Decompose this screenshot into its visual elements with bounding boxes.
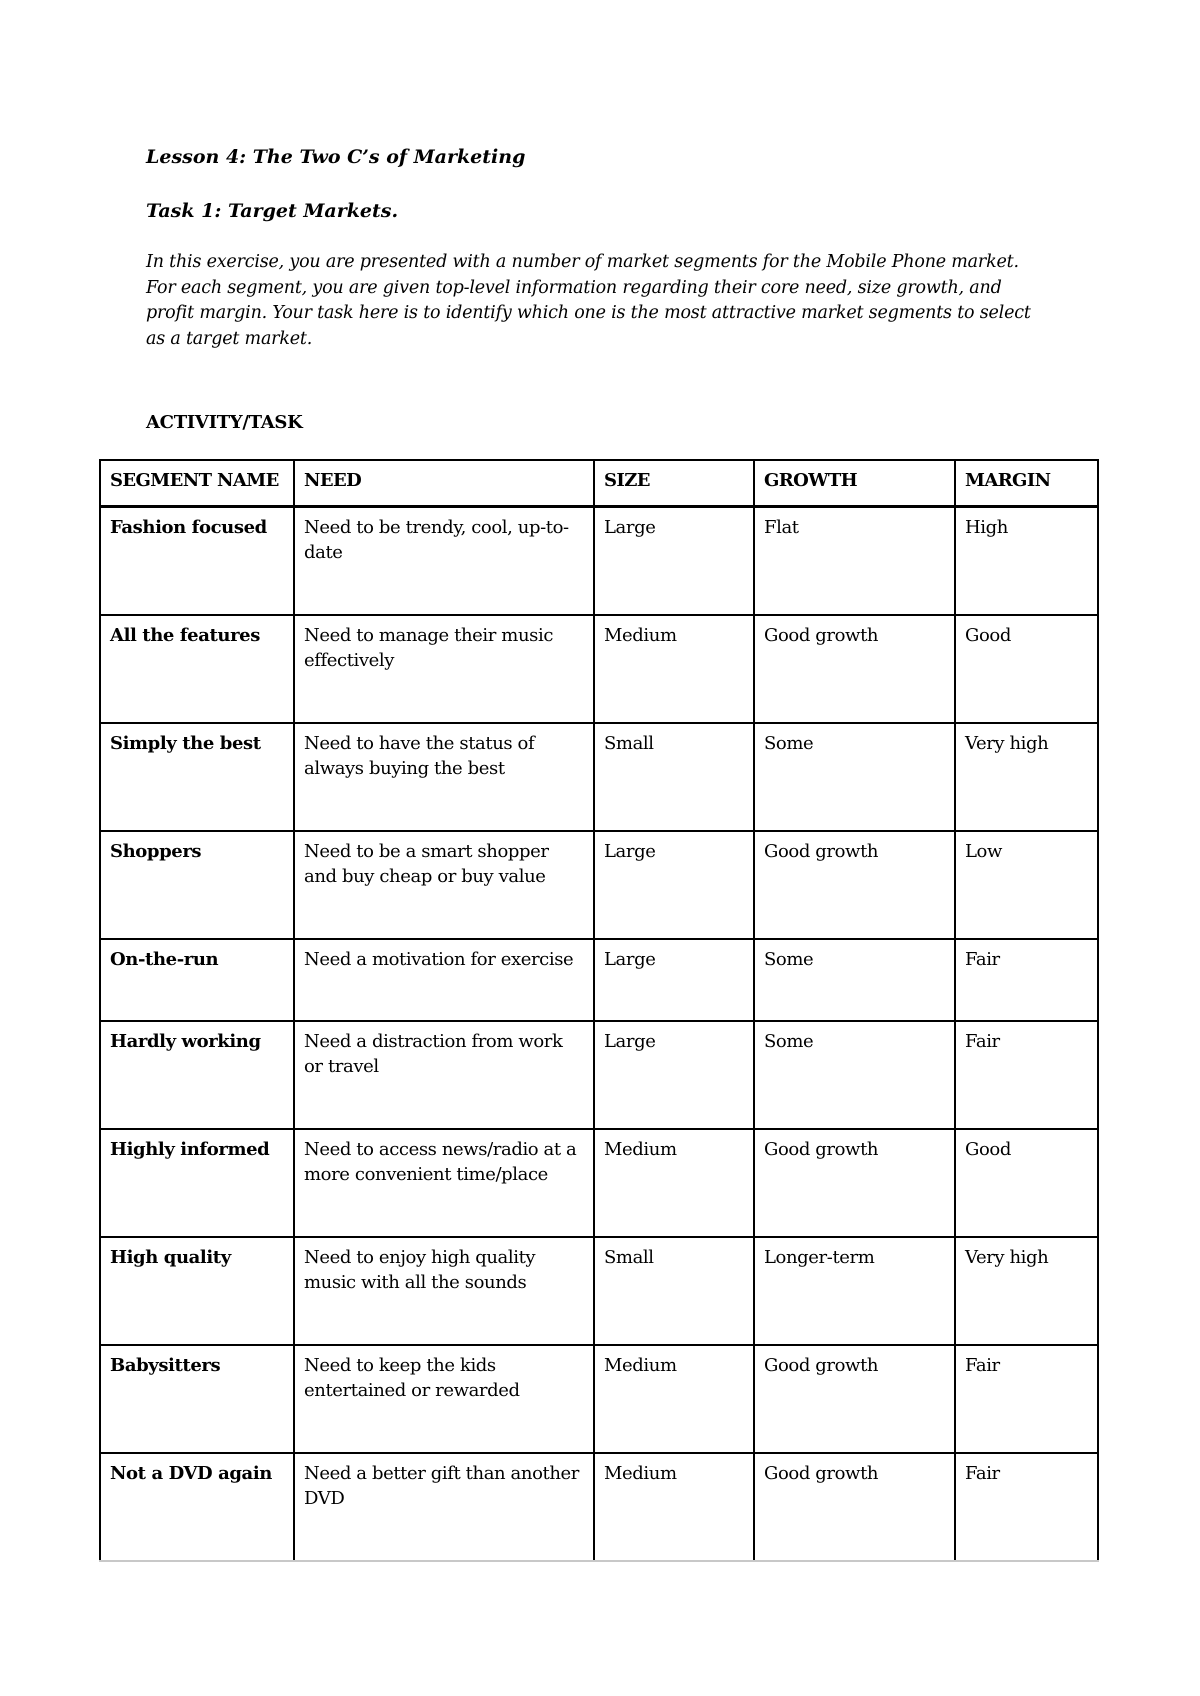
header-growth: GROWTH: [754, 460, 955, 507]
table-row: [100, 507, 1098, 616]
margin-cell: Good: [955, 1129, 1098, 1237]
need-cell: Need to keep the kids entertained or rewarded: [294, 1345, 594, 1453]
growth-cell: Good growth: [754, 1345, 955, 1453]
segment-name-cell: All the features: [100, 615, 294, 723]
growth-cell: Longer-term: [754, 1237, 955, 1345]
margin-cell: Very high: [955, 1237, 1098, 1345]
segment-name-cell: On-the-run: [100, 939, 294, 1021]
margin-cell: Fair: [955, 1021, 1098, 1129]
size-cell: Medium: [594, 1129, 754, 1237]
margin-cell: High: [955, 507, 1098, 616]
need-cell: Need to enjoy high quality music with all the sounds: [294, 1237, 594, 1345]
table-row: [100, 723, 1098, 831]
growth-cell: Some: [754, 939, 955, 1021]
segment-name-cell: Not a DVD again: [100, 1453, 294, 1561]
size-cell: Medium: [594, 1453, 754, 1561]
margin-cell: Low: [955, 831, 1098, 939]
table-row: [100, 1129, 1098, 1237]
growth-cell: Flat: [754, 507, 955, 616]
table-row: [100, 1021, 1098, 1129]
growth-cell: Some: [754, 723, 955, 831]
segment-name-cell: Fashion focused: [100, 507, 294, 616]
table-row: [100, 615, 1098, 723]
margin-cell: Fair: [955, 939, 1098, 1021]
size-cell: Large: [594, 1021, 754, 1129]
table-row: [100, 1237, 1098, 1345]
size-cell: Large: [594, 831, 754, 939]
size-cell: Medium: [594, 615, 754, 723]
need-cell: Need to access news/radio at a more convenient time/place: [294, 1129, 594, 1237]
lesson-title: Lesson 4: The Two C’s of Marketing: [146, 146, 526, 168]
size-cell: Small: [594, 1237, 754, 1345]
growth-cell: Good growth: [754, 831, 955, 939]
header-segment-name: SEGMENT NAME: [100, 460, 294, 507]
table-row: [100, 939, 1098, 1021]
need-cell: Need to be a smart shopper and buy cheap or buy value: [294, 831, 594, 939]
table-row: [100, 831, 1098, 939]
growth-cell: Good growth: [754, 1453, 955, 1561]
margin-cell: Fair: [955, 1453, 1098, 1561]
margin-cell: Good: [955, 615, 1098, 723]
size-cell: Large: [594, 939, 754, 1021]
need-cell: Need to manage their music effectively: [294, 615, 594, 723]
header-need: NEED: [294, 460, 594, 507]
growth-cell: Some: [754, 1021, 955, 1129]
table-row: [100, 1345, 1098, 1453]
header-size: SIZE: [594, 460, 754, 507]
growth-cell: Good growth: [754, 1129, 955, 1237]
need-cell: Need a motivation for exercise: [294, 939, 594, 1021]
table-header-row: [100, 460, 1098, 507]
margin-cell: Very high: [955, 723, 1098, 831]
segment-name-cell: High quality: [100, 1237, 294, 1345]
need-cell: Need to be trendy, cool, up-to-date: [294, 507, 594, 616]
segment-name-cell: Babysitters: [100, 1345, 294, 1453]
size-cell: Large: [594, 507, 754, 616]
need-cell: Need to have the status of always buying the best: [294, 723, 594, 831]
header-margin: MARGIN: [955, 460, 1098, 507]
segment-name-cell: Hardly working: [100, 1021, 294, 1129]
growth-cell: Good growth: [754, 615, 955, 723]
margin-cell: Fair: [955, 1345, 1098, 1453]
size-cell: Medium: [594, 1345, 754, 1453]
need-cell: Need a better gift than another DVD: [294, 1453, 594, 1561]
table-row: [100, 1453, 1098, 1561]
activity-label: ACTIVITY/TASK: [146, 412, 303, 433]
size-cell: Small: [594, 723, 754, 831]
segment-name-cell: Shoppers: [100, 831, 294, 939]
need-cell: Need a distraction from work or travel: [294, 1021, 594, 1129]
intro-paragraph: In this exercise, you are presented with a number of market segments for the Mobile Phone market. For each segment, you are given top-level information regarding their core need, size growth, and profit margin. Your task here is to identify which one is the most attractive market segments to select as a target market.: [146, 252, 1031, 349]
segment-name-cell: Simply the best: [100, 723, 294, 831]
segments-table: [99, 459, 1099, 1562]
segment-name-cell: Highly informed: [100, 1129, 294, 1237]
task-title: Task 1: Target Markets.: [146, 200, 399, 222]
